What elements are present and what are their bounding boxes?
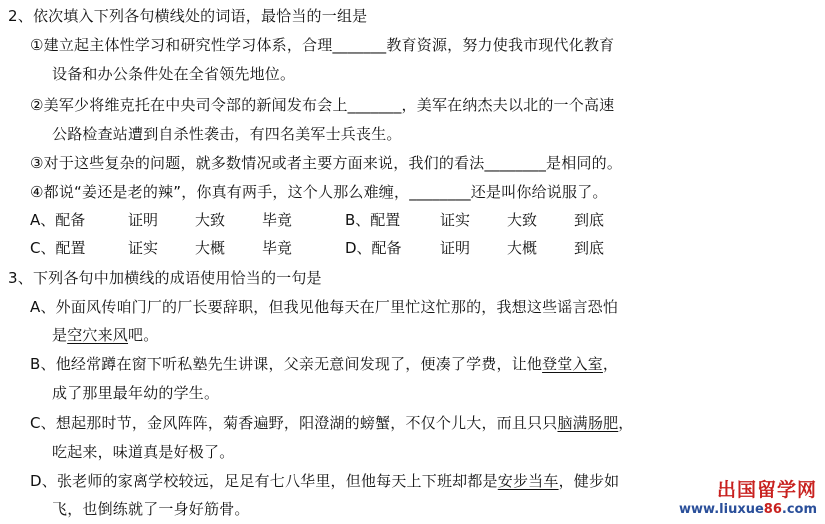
underlined-idiom-d: 安步当车: [497, 472, 559, 490]
option-c-word-3: 大概: [195, 239, 226, 257]
watermark-url: www.liuxue86.com: [679, 502, 817, 517]
option-c-word-2: 证实: [128, 239, 159, 257]
choice-c-line-2: 吃起来，味道真是好极了。: [52, 443, 235, 461]
option-c-word-4: 毕竟: [262, 239, 293, 257]
sentence-2-line-2: 公路检查站遭到自杀性袭击，有四名美军士兵丧生。: [52, 125, 402, 143]
site-watermark: [667, 478, 817, 522]
choice-a-line-2: 是空穴来风吧。: [52, 326, 159, 344]
option-d-label: D、配备: [345, 239, 402, 257]
option-c-label: C、配置: [30, 239, 86, 257]
question-2-title: 2、依次填入下列各句横线处的词语，最恰当的一组是: [8, 7, 368, 25]
sentence-2-line-1: ②美军少将维克托在中央司令部的新闻发布会上_______，美军在纳杰夫以北的一个高速: [30, 96, 615, 114]
sentence-1-line-2: 设备和办公条件处在全省领先地位。: [52, 65, 296, 83]
choice-a-line-1: A、外面风传咱门厂的厂长要辞职，但我见他每天在厂里忙这忙那的，我想这些谣言恐怕: [30, 298, 619, 316]
option-b-word-4: 到底: [574, 211, 605, 229]
option-a-word-2: 证明: [128, 211, 159, 229]
option-b-label: B、配置: [345, 211, 401, 229]
option-a-word-4: 毕竟: [262, 211, 293, 229]
underlined-idiom-b: 登堂入室: [542, 355, 603, 373]
option-d-word-2: 证明: [440, 239, 471, 257]
options-row-1: [0, 210, 825, 230]
choice-c-line-1: C、想起那时节，金风阵阵，菊香遍野，阳澄湖的螃蟹，不仅个儿大，而且只只脑满肠肥，: [30, 414, 634, 432]
option-d-word-4: 到底: [574, 239, 605, 257]
option-a-word-3: 大致: [195, 211, 226, 229]
sentence-1-line-1: ①建立起主体性学习和研究性学习体系，合理_______教育资源，努力使我市现代化教育: [30, 36, 615, 54]
sentence-4: ④都说“姜还是老的辣”，你真有两手，这个人那么难缠，________还是叫你给说服了。: [30, 183, 608, 201]
choice-b-line-2: 成了那里最年幼的学生。: [52, 384, 220, 402]
choice-b-line-1: B、他经常蹲在窗下听私塾先生讲课，父亲无意间发现了，便凑了学费，让他登堂入室，: [30, 355, 619, 373]
sentence-3: ③对于这些复杂的问题，就多数情况或者主要方面来说，我们的看法________是相同的。: [30, 154, 623, 172]
question-3-title: 3、下列各句中加横线的成语使用恰当的一句是: [8, 269, 322, 287]
options-row-2: [0, 238, 825, 258]
underlined-idiom-a: 空穴来风: [67, 326, 129, 344]
option-b-word-3: 大致: [507, 211, 538, 229]
option-a-label: A、配备: [30, 211, 86, 229]
option-d-word-3: 大概: [507, 239, 538, 257]
option-b-word-2: 证实: [440, 211, 471, 229]
choice-d-line-1: D、张老师的家离学校较远，足足有七八华里，但他每天上下班却都是安步当车，健步如: [30, 472, 620, 490]
choice-d-line-2: 飞，也倒练就了一身好筋骨。: [52, 500, 250, 518]
underlined-idiom-c: 脑满肠肥: [557, 414, 619, 432]
watermark-title: 出国留学网: [716, 479, 817, 501]
